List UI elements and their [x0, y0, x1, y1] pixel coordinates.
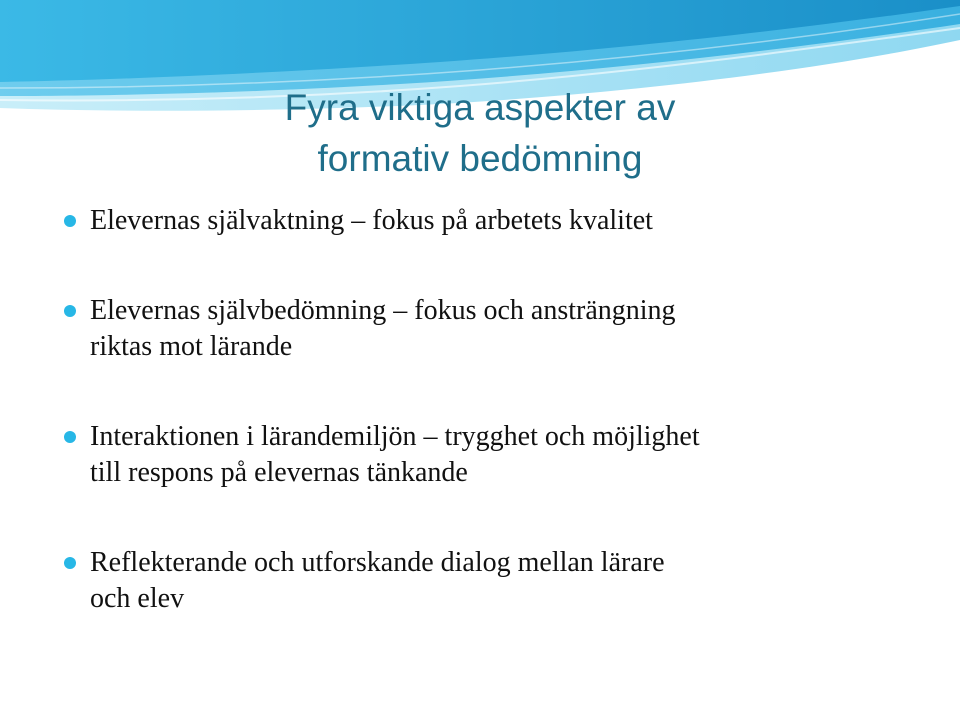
bullet-marker-icon	[64, 431, 76, 443]
bullet-text: Elevernas självaktning – fokus på arbetets kvalitet	[90, 205, 653, 236]
bullet-list	[64, 203, 924, 617]
title-line-1: Fyra viktiga aspekter av	[284, 87, 676, 128]
bullet-text: Elevernas självbedömning – fokus och ansträngning	[90, 295, 676, 326]
bullet-marker-icon	[64, 557, 76, 569]
slide-title	[0, 82, 960, 184]
title-line-2: formativ bedömning	[317, 138, 643, 179]
bullet-marker-icon	[64, 305, 76, 317]
bullet-item-self-esteem	[64, 203, 924, 239]
bullet-item-interaction	[64, 419, 924, 491]
bullet-text: Interaktionen i lärandemiljön – trygghet och möjlighet	[90, 421, 700, 452]
bullet-item-dialogue	[64, 545, 924, 617]
bullet-marker-icon	[64, 215, 76, 227]
bullet-text-continued: och elev	[90, 583, 185, 614]
bullet-text: Reflekterande och utforskande dialog mellan lärare	[90, 547, 665, 578]
bullet-text-continued: riktas mot lärande	[90, 331, 293, 362]
bullet-item-self-assessment	[64, 293, 924, 365]
bullet-text-continued: till respons på elevernas tänkande	[90, 457, 468, 488]
